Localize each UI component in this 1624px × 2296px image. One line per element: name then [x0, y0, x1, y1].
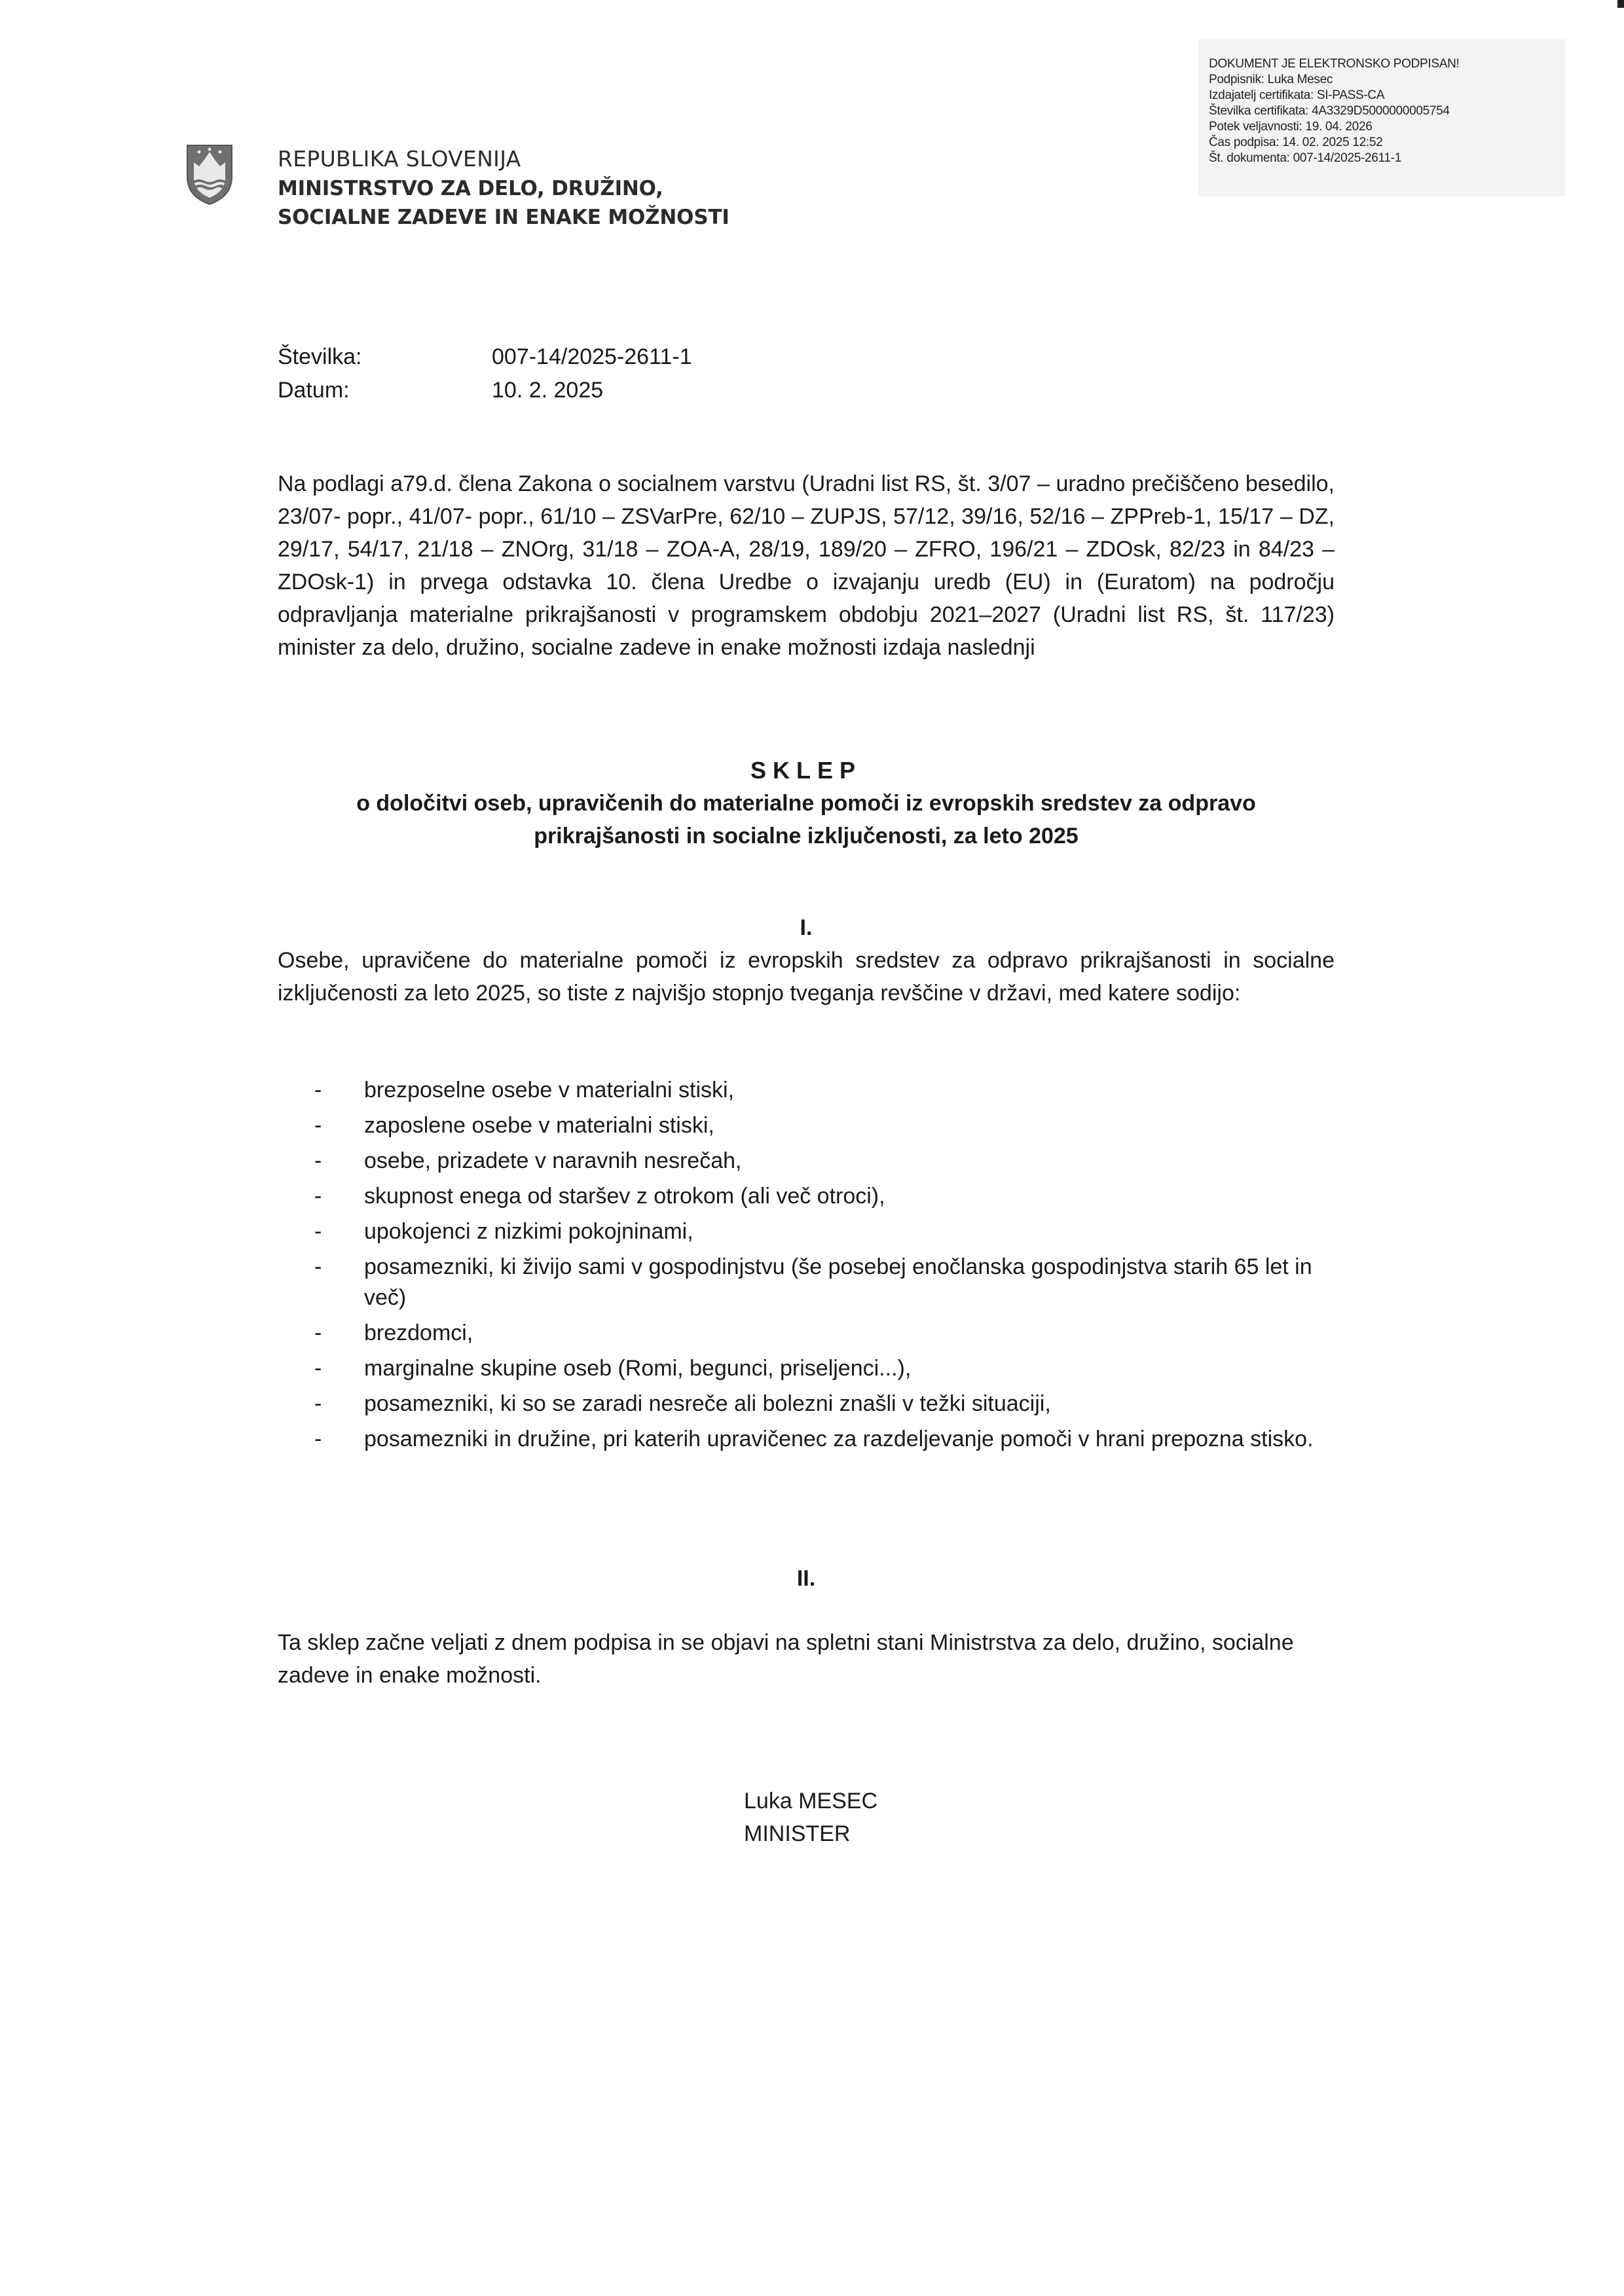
header-ministry-line2: SOCIALNE ZADEVE IN ENAKE MOŽNOSTI — [278, 206, 729, 229]
list-dash: - — [314, 1219, 322, 1244]
list-dash: - — [314, 1356, 322, 1381]
date-label: Datum: — [278, 378, 350, 403]
number-value: 007-14/2025-2611-1 — [492, 344, 692, 369]
slovenia-coat-of-arms-icon — [185, 143, 234, 206]
list-item: - brezposelne osebe v materialni stiski, — [314, 1075, 1336, 1106]
list-item: - posamezniki, ki živijo sami v gospodinjstvu (še posebej enočlanska gospodinjstva starih 65 let in več) — [314, 1252, 1336, 1313]
list-dash: - — [314, 1148, 322, 1173]
ministry-header — [278, 144, 729, 232]
section-1-intro: Osebe, upravičene do materialne pomoči iz evropskih sredstev za odpravo prikrajšanosti in socialne izključenosti za leto 2025, so tiste z najvišjo stopnjo tveganja revščine v državi, med katere sodijo: — [278, 948, 1335, 1006]
stamp-line: DOKUMENT JE ELEKTRONSKO PODPISAN! — [1209, 57, 1460, 71]
signatory-title: MINISTER — [744, 1821, 851, 1846]
list-item: - brezdomci, — [314, 1318, 1336, 1349]
list-item: - zaposlene osebe v materialni stiski, — [314, 1110, 1336, 1141]
list-dash: - — [314, 1321, 322, 1345]
section-number-1: I. — [800, 915, 813, 940]
stamp-line: Čas podpisa: 14. 02. 2025 12:52 — [1209, 136, 1383, 149]
section-number-2: II. — [796, 1566, 816, 1591]
list-dash: - — [314, 1427, 322, 1451]
list-dash: - — [314, 1391, 322, 1416]
number-label: Številka: — [278, 344, 362, 369]
list-item: - posamezniki in družine, pri katerih upravičenec za razdeljevanje pomoči v hrani prepozna stisko. — [314, 1424, 1336, 1455]
stamp-line: Številka certifikata: 4A3329D5000000005754 — [1209, 104, 1450, 118]
list-item: - skupnost enega od staršev z otrokom (ali več otroci), — [314, 1181, 1336, 1212]
section-2-text: Ta sklep začne veljati z dnem podpisa in se objavi na spletni stani Ministrstva za delo, družino, socialne zadeve in enake možnosti. — [278, 1630, 1294, 1688]
date-row — [278, 374, 692, 407]
list-dash: - — [314, 1113, 322, 1138]
list-dash: - — [314, 1184, 322, 1209]
list-item: - posamezniki, ki so se zaradi nesreče ali bolezni znašli v težki situaciji, — [314, 1389, 1336, 1419]
list-dash: - — [314, 1254, 322, 1279]
decision-subtitle-line1: o določitvi oseb, upravičenih do materialne pomoči iz evropskih sredstev za odpravo — [356, 791, 1256, 816]
header-ministry-line1: MINISTRSTVO ZA DELO, DRUŽINO, — [278, 177, 663, 200]
stamp-line: Podpisnik: Luka Mesec — [1209, 73, 1333, 86]
decision-heading: SKLEP — [750, 757, 862, 784]
scan-edge-mark — [1617, 0, 1624, 8]
eligible-persons-list — [314, 1075, 1336, 1459]
list-item: - upokojenci z nizkimi pokojninami, — [314, 1216, 1336, 1247]
number-row — [278, 340, 692, 374]
list-dash: - — [314, 1078, 322, 1102]
signature-block — [744, 1785, 877, 1850]
signatory-name: Luka MESEC — [744, 1789, 878, 1813]
header-republic: REPUBLIKA SLOVENIJA — [278, 146, 521, 172]
legal-basis-paragraph: Na podlagi a79.d. člena Zakona o socialnem varstvu (Uradni list RS, št. 3/07 – uradno prečiščeno besedilo, 23/07- popr., 41/07- popr., 61/10 – ZSVarPre, 62/10 – ZUPJS, 57/12, 39/16, 52/16 – ZPPreb-1, 15/17 – DZ, 29/17, 54/17, 21/18 – ZNOrg, 31/18 – ZOA-A, 28/19, 189/20 – ZFRO, 196/21 – ZDOsk, 82/23 in 84/23 – ZDOsk-1) in prvega odstavka 10. člena Uredbe o izvajanju uredb (EU) in (Euratom) na področju odpravljanja materialne prikrajšanosti v programskem obdobju 2021–2027 (Uradni list RS, št. 117/23) minister za delo, družino, socialne zadeve in enake možnosti izdaja naslednji — [278, 471, 1335, 660]
stamp-line: Izdajatelj certifikata: SI-PASS-CA — [1209, 88, 1385, 102]
stamp-line: Št. dokumenta: 007-14/2025-2611-1 — [1209, 151, 1401, 165]
document-meta — [278, 340, 692, 407]
date-value: 10. 2. 2025 — [492, 378, 604, 403]
electronic-signature-stamp — [1198, 39, 1565, 196]
list-item: - marginalne skupine oseb (Romi, begunci, priseljenci...), — [314, 1353, 1336, 1384]
stamp-line: Potek veljavnosti: 19. 04. 2026 — [1209, 120, 1373, 134]
decision-subtitle-line2: prikrajšanosti in socialne izključenosti, za leto 2025 — [534, 824, 1079, 848]
list-item: - osebe, prizadete v naravnih nesrečah, — [314, 1146, 1336, 1176]
decision-title — [278, 754, 1335, 852]
